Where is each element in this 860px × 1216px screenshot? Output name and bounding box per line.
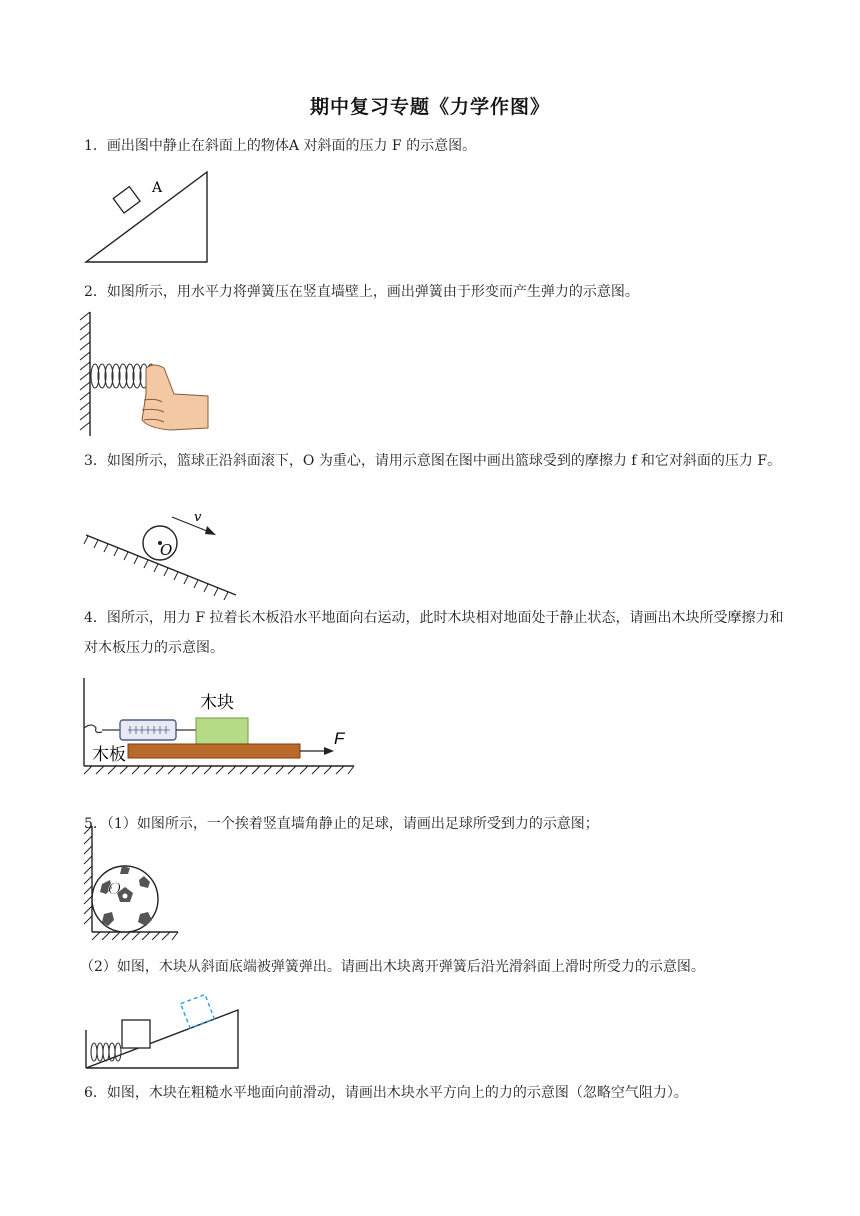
page-title: 期中复习专题《力学作图》 [309,96,550,118]
center-label: O [108,879,122,898]
question-5-1: 5．（1）如图所示，一个挨着竖直墙角静止的足球，请画出足球所受到力的示意图； [84,816,599,832]
question-2: 2．如图所示，用水平力将弹簧压在竖直墙壁上，画出弹簧由于形变而产生弹力的示意图。 [84,284,639,300]
figure-spring-wall-hand [78,310,213,438]
question-4: 4．图所示，用力 F 拉着长木板沿水平地面向右运动，此时木块相对地面处于静止状态，请画出木块所受摩擦力和对木板压力的示意图。 [84,610,784,656]
block-label: 木块 [200,693,234,712]
hand-icon [142,365,208,430]
block-label: A [152,180,163,196]
block [122,1020,150,1048]
question-5-2: （2）如图，木块从斜面底端被弹簧弹出。请画出木块离开弹簧后沿光滑斜面上滑时所受力的示意图。 [80,959,705,975]
figure-incline-block [80,168,215,264]
figure-basketball-slope [82,505,242,600]
velocity-label: v [194,510,202,525]
question-1: 1．画出图中静止在斜面上的物体A 对斜面的压力 F 的示意图。 [84,138,477,154]
question-3: 3．如图所示，篮球正沿斜面滚下，O 为重心，请用示意图在图中画出篮球受到的摩擦力 f 和它对斜面的压力 F。 [84,453,782,469]
figure-spring-incline-block [82,990,244,1072]
figure-football-corner [82,824,182,940]
wood-board [128,744,300,758]
question-6: 6．如图，木块在粗糙水平地面向前滑动，请画出木块水平方向上的力的示意图（忽略空气阻力）。 [84,1085,688,1101]
wood-block [196,718,248,744]
board-label: 木板 [92,745,126,764]
figure-board-block [78,676,358,776]
force-label: F [334,729,345,748]
center-label: O [160,541,173,559]
